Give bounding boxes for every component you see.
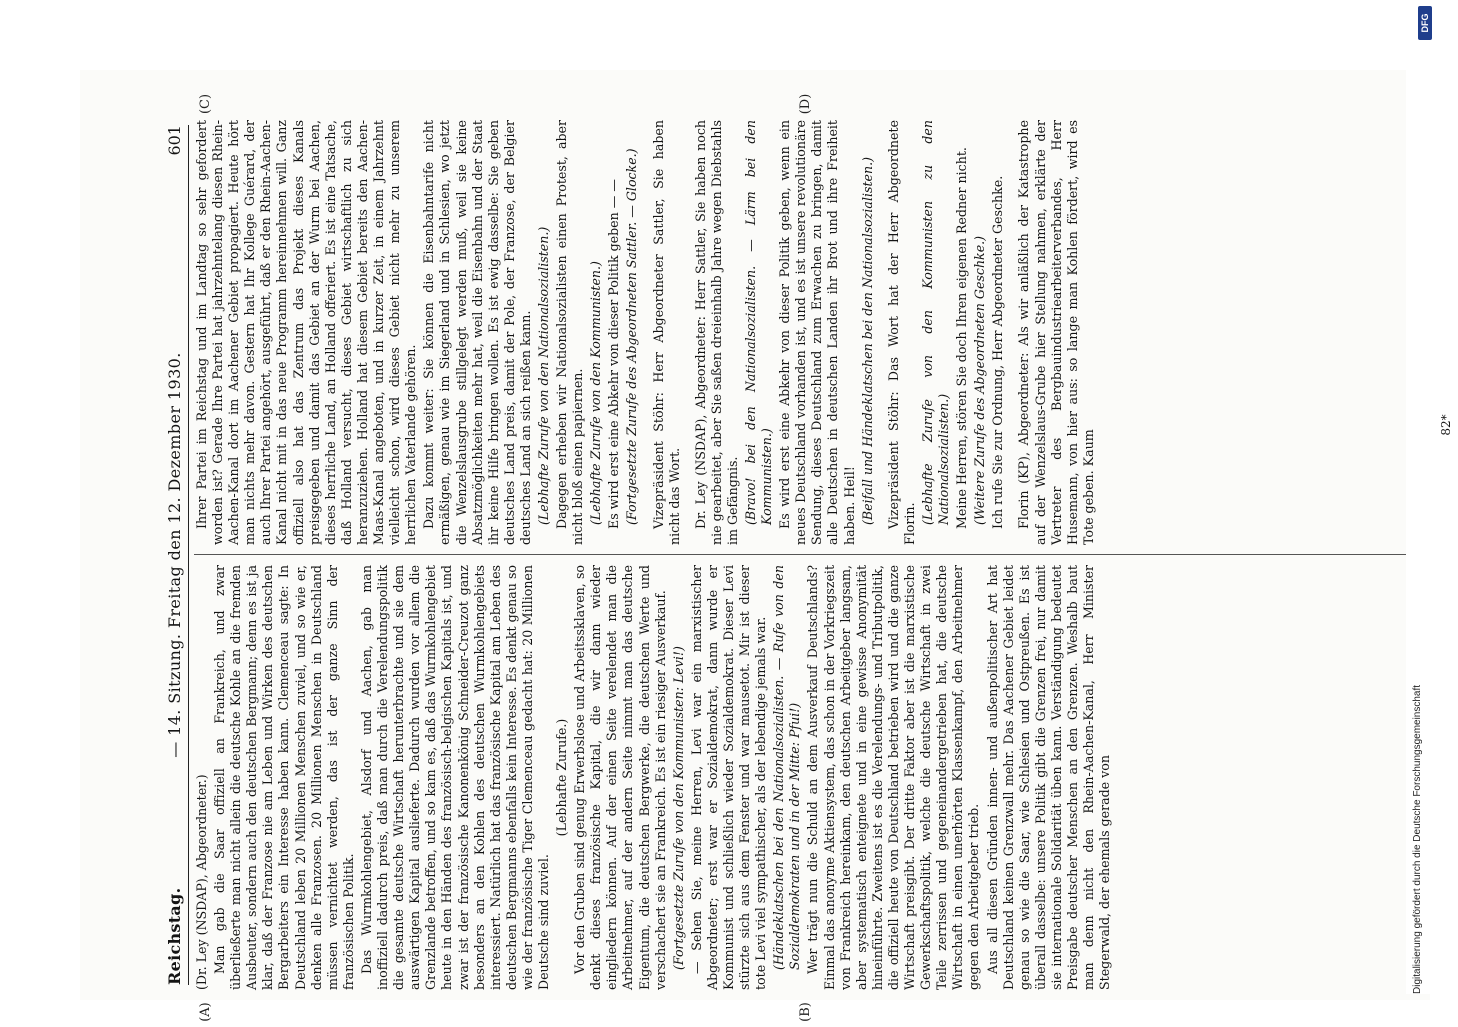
paragraph: — Sehen Sie, meine Herren, Levi war ein marxistischer Abgeordneter; erst war er Sozialdemokrat, dann wurde er Kommunist und schließlich wieder Sozialdemokrat. Dieser Levi stürzte sich aus dem Fenster und war mausetot. Mir ist dieser tote Levi viel sympathischer, als der lebendige jemals war. <box>688 565 769 990</box>
paragraph: Vizepräsident Stöhr: Das Wort hat der Herr Abgeordnete Florin. <box>885 120 917 545</box>
header-page-number: 601 <box>165 125 184 156</box>
paragraph: Wer trägt nun die Schuld an dem Ausverkauf Deutschlands? Einmal das anonyme Aktiensystem, das schon in der Vorkriegszeit von Frankreich hereinkam, den deutschen Arbeitgeber langsam, aber systematisch enteignete und in eine gewisse Anonymität hineinführte. Zweitens ist es die Verelendungs- und Tributpolitik, die offiziell heute von Deutschland betrieben wird und die ganze Wirtschaft preisgibt. Der dritte Faktor aber ist die marxistische Gewerkschaftspolitik, welche die deutsche Wirtschaft in zwei Teile zerrissen und gegeneinandergetrieben hat, die deutsche Wirtschaft in einen unerhörten Klassenkampf, den Arbeitnehmer gegen den Arbeitgeber trieb. <box>805 565 982 990</box>
paragraph: Das Wurmkohlengebiet, Alsdorf und Aachen, gab man inoffiziell dadurch preis, daß man durch die Verelendungspolitik die gesamte deutsche Wirtschaft herunterbrachte und sie dem auswärtigen Kapital auslieferte. Dadurch wurden vor allem die Grenzlande betroffen, und so kam es, daß das Wurmkohlengebiet heute in den Händen des französisch-belgischen Kapitals ist, und zwar ist der französische Kanonenkönig Schneider-Creuzot ganz besonders an den Kohlen des deutschen Wurmkohlengebiets interessiert. Natürlich hat das französische Kapital am Leben des deutschen Bergmanns ebenfalls kein Interesse. Es denkt genau so wie der französische Tiger Clemenceau gedacht hat: 20 Millionen Deutsche sind zuviel. <box>358 565 551 990</box>
interjection: (Lebhafte Zurufe von den Nationalsozialisten.) <box>535 226 551 525</box>
interjection: (Lebhafte Zurufe von den Kommunisten.) <box>588 261 604 525</box>
scanned-page <box>80 70 1453 1022</box>
signature-mark: 82* <box>1439 414 1453 436</box>
page-header <box>164 125 186 985</box>
interjection: (Lebhafte Zurufe von den Kommunisten zu den Nationalsozialisten.) <box>919 120 952 525</box>
header-session-date: — 14. Sitzung. Freitag den 12. Dezember 1930. <box>165 352 184 758</box>
interjection: (Lebhafte Zurufe.) <box>554 718 570 837</box>
dfg-logo-text: DFG <box>1420 13 1430 33</box>
paragraph: Vizepräsident Stöhr: Herr Abgeordneter Sattler, Sie haben nicht das Wort. <box>650 120 682 545</box>
paragraph: Man gab die Saar offiziell an Frankreich, und zwar überließerte man nicht allein die deutsche Kohle an die fremden Ausbeuter, sondern auch den deutschen Bergmann; denn es ist ja klar, daß der Franzose nie am Leben und Wirken des deutschen Bergarbeiters ein Interesse haben kann. Clemenceau sagte: In Deutschland leben 20 Millionen Menschen zuviel, und so wie er, denken alle Franzosen. 20 Millionen Menschen in Deutschland müssen vernichtet werden, das ist der ganze Sinn der französischen Politik. <box>212 565 356 990</box>
right-column <box>194 120 1444 545</box>
paragraph: Aus all diesen Gründen innen- und außenpolitischer Art hat Deutschland keinen Grenzwall mehr. Das Aachener Gebiet leidet genau so wie die Saar, wie Schlesien und Ostpreußen. Es ist überall dasselbe: unsere Politik gibt die Grenzen frei, nur damit sie internationale Solidarität üben kann. Verständigung bedeutet Preisgabe deutscher Menschen an den Grenzen. Weshalb baut man denn nicht den Rhein-Aachen-Kanal, Herr Minister Stegerwald, der ehemals gerade von <box>984 565 1113 990</box>
paragraph: Es wird erst eine Abkehr von dieser Politik geben, wenn ein neues Deutschland vorhanden ist, und es ist unsere revolutionäre Sendung, dieses Deutschland zum Erwachen zu bringen, damit alle Deutschen in deutschen Landen ihr Brot und ihre Freiheit haben. Heil! <box>777 120 857 545</box>
funding-strip <box>1406 6 1434 994</box>
header-rule <box>188 125 189 985</box>
paragraph: Meine Herren, stören Sie doch Ihren eigenen Redner nicht. <box>954 147 970 529</box>
margin-marker-c: (C) <box>198 93 213 115</box>
funding-note: Digitalisierung gefördert durch die Deutsche Forschungsgemeinschaft <box>1412 684 1423 994</box>
interjection: (Händeklatschen bei den Nationalsozialisten. — Rufe von den Sozialdemokraten und in der Mitte: Pfui!) <box>771 565 803 970</box>
paragraph: Es wird erst eine Abkehr von dieser Politik geben — — <box>606 179 622 529</box>
paragraph: Ich rufe Sie zur Ordnung, Herr Abgeordneter Geschke. <box>990 175 1006 529</box>
header-title: Reichstag. <box>165 887 184 985</box>
interjection: (Bravo! bei den Nationalsozialisten. — Lärm bei den Kommunisten.) <box>743 120 775 525</box>
interjection: (Beifall und Händeklatschen bei den Nationalsozialisten.) <box>859 157 875 525</box>
column-divider <box>194 554 1434 555</box>
paragraph: Vor den Gruben sind genug Erwerbslose und Arbeitssklaven, so denkt dieses französische Kapital, die wir dann wieder eingliedern können. Auf der einen Seite verelendet man die Arbeitnehmer, auf der andern Seite nimmt man das deutsche Eigentum, die deutschen Bergwerke, die deutschen Werte und verschachert sie an Frankreich. Es ist ein riesiger Ausverkauf. <box>572 565 668 990</box>
interjection: (Fortgesetzte Zurufe des Abgeordneten Sattler. — Glocke.) <box>624 148 640 525</box>
margin-marker-d: (D) <box>798 93 813 115</box>
paragraph: Dazu kommt weiter: Sie können die Eisenbahntarife nicht ermäßigen, genau wie im Siegerland und in Schlesien, wo jetzt die Wenzelslausgrube stillgelegt werden muß, weil sie keine Absatzmöglichkeiten mehr hat, weil die Eisenbahn und der Staat ihr keine Hilfe bringen wollen. Es ist ewig dasselbe: Sie geben deutsches Land preis, damit der Pole, der Franzose, der Belgier deutsches Land an sich reißen kann. <box>421 120 533 545</box>
left-column <box>194 565 1444 990</box>
margin-marker-b: (B) <box>798 1002 813 1022</box>
paragraph: (Dr. Ley (NSDAP), Abgeordneter.) <box>194 774 209 990</box>
margin-marker-a: (A) <box>198 1002 213 1022</box>
interjection: (Fortgesetzte Zurufe von den Kommunisten: Levi!) <box>670 646 686 970</box>
interjection: (Weitere Zurufe des Abgeordneten Geschke.) <box>972 235 988 525</box>
dfg-logo-icon <box>1418 6 1432 40</box>
paragraph: Dr. Ley (NSDAP), Abgeordneter: Herr Sattler, Sie haben noch nie gearbeitet, aber Sie saßen dreieinhalb Jahre wegen Diebstahls im Gefängnis. <box>692 119 740 545</box>
paragraph: Dagegen erheben wir Nationalsozialisten einen Protest, aber nicht bloß einen papiernen. <box>554 120 586 545</box>
rotated-page <box>158 93 1458 1022</box>
paragraph: Ihrer Partei im Reichstag und im Landtag so sehr gefordert worden ist? Gerade Ihre Partei hat jahrzehntelang diesen Rhein-Aachen-Kanal dort im Aachener Gebiet propagiert. Heute hört man nichts mehr davon. Gestern hat Ihr Kollege Guérard, der auch Ihrer Partei angehört, ausgeführt, daß er den Rhein-Aachen-Kanal nicht mit in das neue Programm hereinnehmen will. Ganz offiziell also hat das Zentrum das Projekt dieses Kanals preisgegeben und damit das Gebiet an der Wurm bei Aachen, dieses herrliche Land, an Holland offeriert. Es ist eine Tatsache, daß Holland versucht, dieses Gebiet wirtschaftlich zu sich heranzuziehen. Holland hat diesem Gebiet bereits den Aachen-Maas-Kanal angeboten, und in kurzer Zeit, in einem Jahrzehnt vielleicht schon, wird dieses Gebiet nicht mehr zu unserem herrlichen Vaterlande gehören. <box>194 120 419 545</box>
paragraph: Florin (KP), Abgeordneter: Als wir anläßlich der Katastrophe auf der Wenzelslaus-Grube hier Stellung nahmen, erklärte der Vertreter des Bergbauindustriearbeiterverbandes, Herr Husemann, von hier aus: so lange man Kohlen fördert, wird es Tote geben. Kaum <box>1016 120 1096 545</box>
